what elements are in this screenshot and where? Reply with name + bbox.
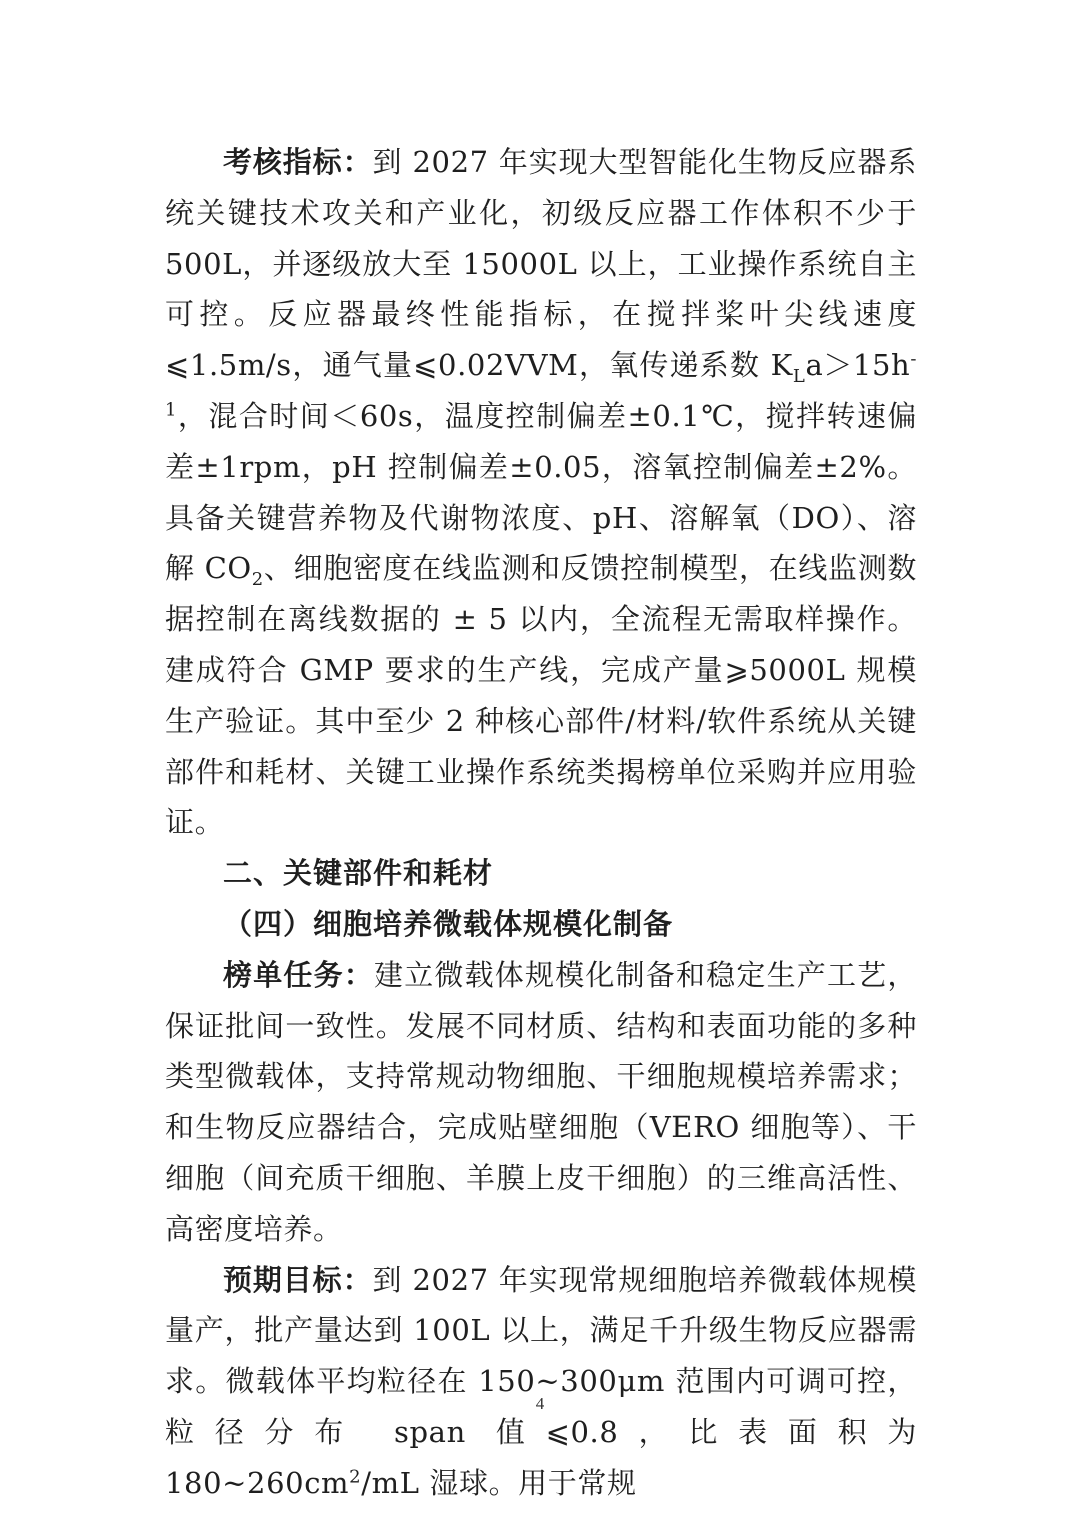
assessment-text-part-4: 、细胞密度在线监测和反馈控制模型，在线监测数据控制在离线数据的 ± 5 以内，全流程无需取样操作。建成符合 GMP 要求的生产线，完成产量⩾5000L 规模生产验证。其中至少 2 种核心部件/材料/软件系统从关键部件和耗材、关键工业操作系统类揭榜单位采购并应用验证。: [165, 551, 917, 840]
kla-subscript: L: [792, 365, 806, 387]
per-hour-superscript: -1: [165, 348, 917, 421]
document-page: [165, 137, 917, 1509]
expected-goal-text-part-1: 到 2027 年实现常规细胞培养微载体规模量产，批产量达到 100L 以上，满足千升级生物反应器需求。微载体平均粒径在 150~300μm 范围内可调可控，粒径分布 span 值⩽0.8，比表面积为 180~260cm: [165, 1262, 917, 1500]
list-task-text: 建立微载体规模化制备和稳定生产工艺，保证批间一致性。发展不同材质、结构和表面功能的多种类型微载体，支持常规动物细胞、干细胞规模培养需求；和生物反应器结合，完成贴壁细胞（VERO 细胞等）、干细胞（间充质干细胞、羊膜上皮干细胞）的三维高活性、高密度培养。: [165, 957, 917, 1246]
expected-goal-label: 预期目标：: [223, 1262, 373, 1297]
assessment-text-part-2: a＞15h: [805, 348, 911, 383]
list-task-label: 榜单任务：: [223, 957, 374, 992]
assessment-indicators-paragraph: [165, 137, 917, 848]
section-heading-key-components: 二、关键部件和耗材: [223, 856, 494, 891]
page-number: 4: [535, 1394, 545, 1413]
co2-subscript: 2: [251, 569, 264, 591]
assessment-indicators-label: 考核指标：: [223, 145, 373, 179]
subsection-heading-microcarrier: （四）细胞培养微载体规模化制备: [223, 906, 674, 941]
list-task-paragraph: [165, 950, 917, 1255]
assessment-text-part-3: ，混合时间＜60s，温度控制偏差±0.1℃，搅拌转速偏差±1rpm，pH 控制偏差±0.05，溶氧控制偏差±2%。具备关键营养物及代谢物浓度、pH、溶解氧（DO）、溶解 CO: [165, 398, 917, 586]
expected-goal-paragraph: [165, 1255, 917, 1509]
expected-goal-text-part-2: /mL 湿球。用于常规: [361, 1465, 637, 1500]
cm2-superscript: 2: [349, 1466, 362, 1488]
assessment-text-part-1: 到 2027 年实现大型智能化生物反应器系统关键技术攻关和产业化，初级反应器工作体积不少于 500L，并逐级放大至 15000L 以上，工业操作系统自主可控。反应器最终性能指标，在搅拌桨叶尖线速度⩽1.5m/s，通气量⩽0.02VVM，氧传递系数 K: [165, 145, 917, 383]
